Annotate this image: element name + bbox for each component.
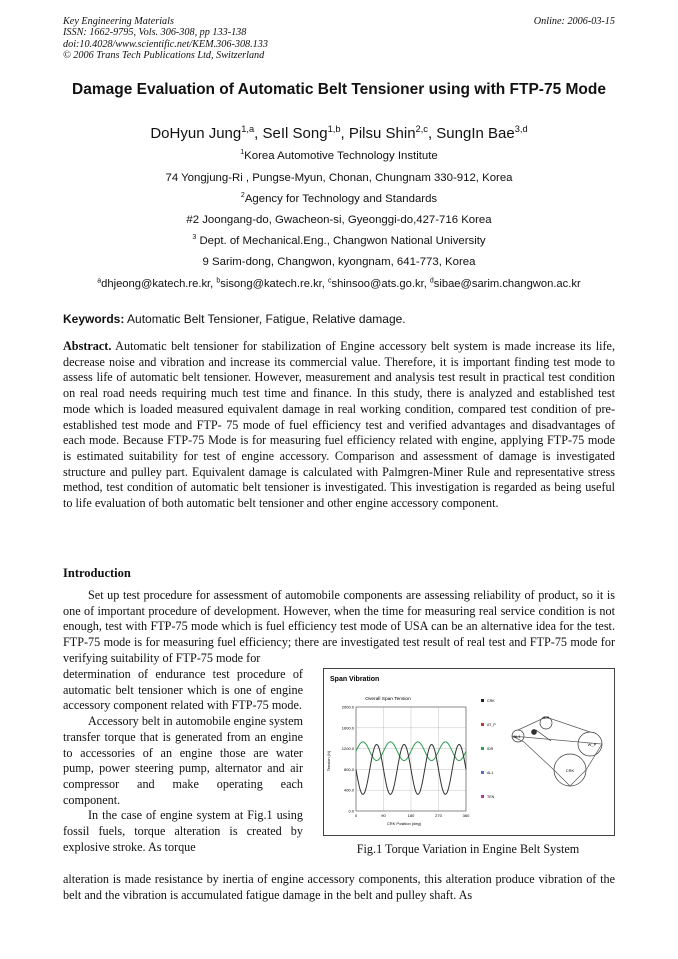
legend-label: AT_P [487, 723, 496, 727]
x-axis-label: CRK Position (deg) [386, 821, 422, 826]
x-tick-label: 0 [354, 813, 358, 818]
issn: ISSN: 1662-9795, Vols. 306-308, pp 133-138 [63, 27, 247, 39]
legend-label: IDR [487, 747, 494, 751]
abstract [63, 339, 615, 512]
figure-caption: Fig.1 Torque Variation in Engine Belt System [356, 842, 580, 856]
figure-panel-title: Span Vibration [330, 676, 380, 683]
abstract-label: Abstract. [63, 339, 112, 353]
intro-paragraph-1-cont: determination of endurance test procedure of automatic belt tensioner which is one of engine accessory component related with FTP-75 mode. [63, 667, 303, 713]
legend-swatch [481, 771, 484, 774]
intro-paragraph-2: Accessory belt in automobile engine system transfer torque that is generated from an engine to accessories of an engine those are water pump, power steering pump, alternator and air compressor and make operating each component. [63, 714, 303, 807]
intro-paragraph-1: Set up test procedure for assessment of automobile components are assessing reliability of product, so it is one of important procedure of development. However, when the time for measuring real service condition is not enough, test with FTP-75 mode which is fuel efficiency test mode of USA can be an alternative idea for the test. FTP-75 mode is for measuring fuel efficiency; there are investigated test result of real test and FTP-75 mode for verifying suitability of FTP-75 mode for [63, 588, 615, 665]
x-tick-label: 180 [407, 813, 415, 818]
author: SungIn Bae [436, 125, 515, 142]
x-tick-label: 270 [435, 813, 442, 818]
y-axis-label: Tension (N) [326, 750, 331, 772]
journal-header [63, 16, 268, 61]
address-2: #2 Joongang-do, Gwacheon-si, Gyeonggi-do,427-716 Korea [186, 214, 492, 226]
pulley-label: W_P [587, 742, 597, 747]
intro-column [63, 667, 303, 855]
section-heading-introduction: Introduction [63, 566, 131, 580]
address-1: 74 Yongjung-Ri , Pungse-Myun, Chonan, Chungnam 330-912, Korea [165, 172, 513, 184]
pulley-label: IDR [542, 715, 550, 720]
chart-title: Overall Span Tension [365, 697, 411, 702]
legend-swatch [481, 723, 484, 726]
paper-title: Damage Evaluation of Automatic Belt Tensioner using with FTP-75 Mode [72, 81, 606, 98]
plot-area [342, 705, 470, 819]
author: Pilsu Shin [348, 125, 416, 142]
y-tick-label: 1200.0 [341, 746, 354, 752]
legend-label: AL1 [487, 771, 494, 775]
affiliation-3: $^3$ Dept. of Mechanical.Eng., Changwon National University [192, 234, 486, 247]
legend [481, 699, 496, 799]
journal-name: Key Engineering Materials [63, 16, 174, 27]
intro-paragraph-3-cont: alteration is made resistance by inertia of engine accessory components, this alteration produce vibration of the belt and the vibration is accumulated fatigue damage in the belt and pulley shaft. As [63, 872, 615, 902]
figure-1 [323, 668, 615, 836]
y-tick-label: 800.0 [343, 766, 354, 772]
y-tick-label: 400.0 [343, 787, 354, 793]
email-link[interactable]: dhjeong@katech.re.kr [101, 278, 211, 290]
figure-1-svg [324, 669, 614, 835]
doi: doi:10.4028/www.scientific.net/KEM.306-308.133 [63, 38, 268, 50]
email-link[interactable]: shinsoo@ats.go.kr [331, 278, 424, 290]
tensioner-marker [532, 730, 537, 735]
legend-label: TEN [487, 795, 495, 799]
intro-paragraph-3: In the case of engine system at Fig.1 using fossil fuels, torque alteration is created by explosive stroke. As torque [63, 808, 303, 854]
address-3: 9 Sarim-dong, Changwon, kyongnam, 641-773, Korea [202, 256, 476, 268]
y-tick-label: 0.0 [348, 808, 354, 814]
x-tick-label: 90 [381, 813, 386, 818]
legend-label: CRK [487, 699, 495, 703]
legend-swatch [481, 699, 484, 702]
legend-swatch [481, 747, 484, 750]
affiliation-2: $^2$Agency for Technology and Standards [240, 192, 438, 205]
pulley-diagram [512, 717, 602, 786]
email-line: $^a$dhjeong@katech.re.kr, $^b$sisong@katech.re.kr, $^c$shinsoo@ats.go.kr, $^d$sibae@sarim.changwon.ac.kr [97, 277, 581, 290]
email-link[interactable]: sibae@sarim.changwon.ac.kr [433, 278, 581, 290]
online-date: Online: 2006-03-15 [533, 16, 615, 27]
pulley-label: AL1 [513, 734, 521, 739]
legend-swatch [481, 795, 484, 798]
y-tick-label: 1600.0 [341, 725, 354, 731]
y-tick-label: 2000.0 [341, 704, 354, 710]
pulley-label: CRK [565, 768, 575, 773]
author: DoHyun Jung [150, 125, 242, 142]
abstract-text: Automatic belt tensioner for stabilization of Engine accessory belt system is made increase its life, decrease noise and vibration and increase its commercial value. Therefore, it is important finding test mode to assess life of automatic belt tensioner. However, measurement and analysis test result in practical test condition on real road needs requiring much test time and finance. In this study, there is analyzed and established test mode which is loaded measured equivalent damage in real working condition, compared test condition of pre-established test mode and FTP- 75 mode of fuel efficiency test and verified advantages and disadvantages of each mode. Because FTP-75 Mode is for measuring fuel efficiency related with engine, applying FTP-75 mode is estimated suitability for test of engine accessory. Comparison and assessment of damage is investigated structure and pulley part. Equivalent damage is calculated with Palmgren-Miner Rule and representative stress method, test condition of automatic belt tensioner is investigated. This investigation is regarded as being useful to life evaluation of both automatic belt tensioner and other engine accessory component. [63, 339, 615, 511]
keywords: Keywords: Automatic Belt Tensioner, Fatigue, Relative damage. [63, 312, 406, 326]
email-link[interactable]: sisong@katech.re.kr [220, 278, 322, 290]
copyright: © 2006 Trans Tech Publications Ltd, Switzerland [63, 49, 265, 61]
affiliation-1: $^1$Korea Automotive Technology Institute [240, 149, 438, 162]
x-tick-label: 360 [462, 813, 470, 818]
authors: DoHyun Jung$^{1,a}$, SeIl Song$^{1,b}$, Pilsu Shin$^{2,c}$, SungIn Bae$^{3,d}$ [150, 124, 528, 142]
author: SeIl Song [262, 125, 328, 142]
